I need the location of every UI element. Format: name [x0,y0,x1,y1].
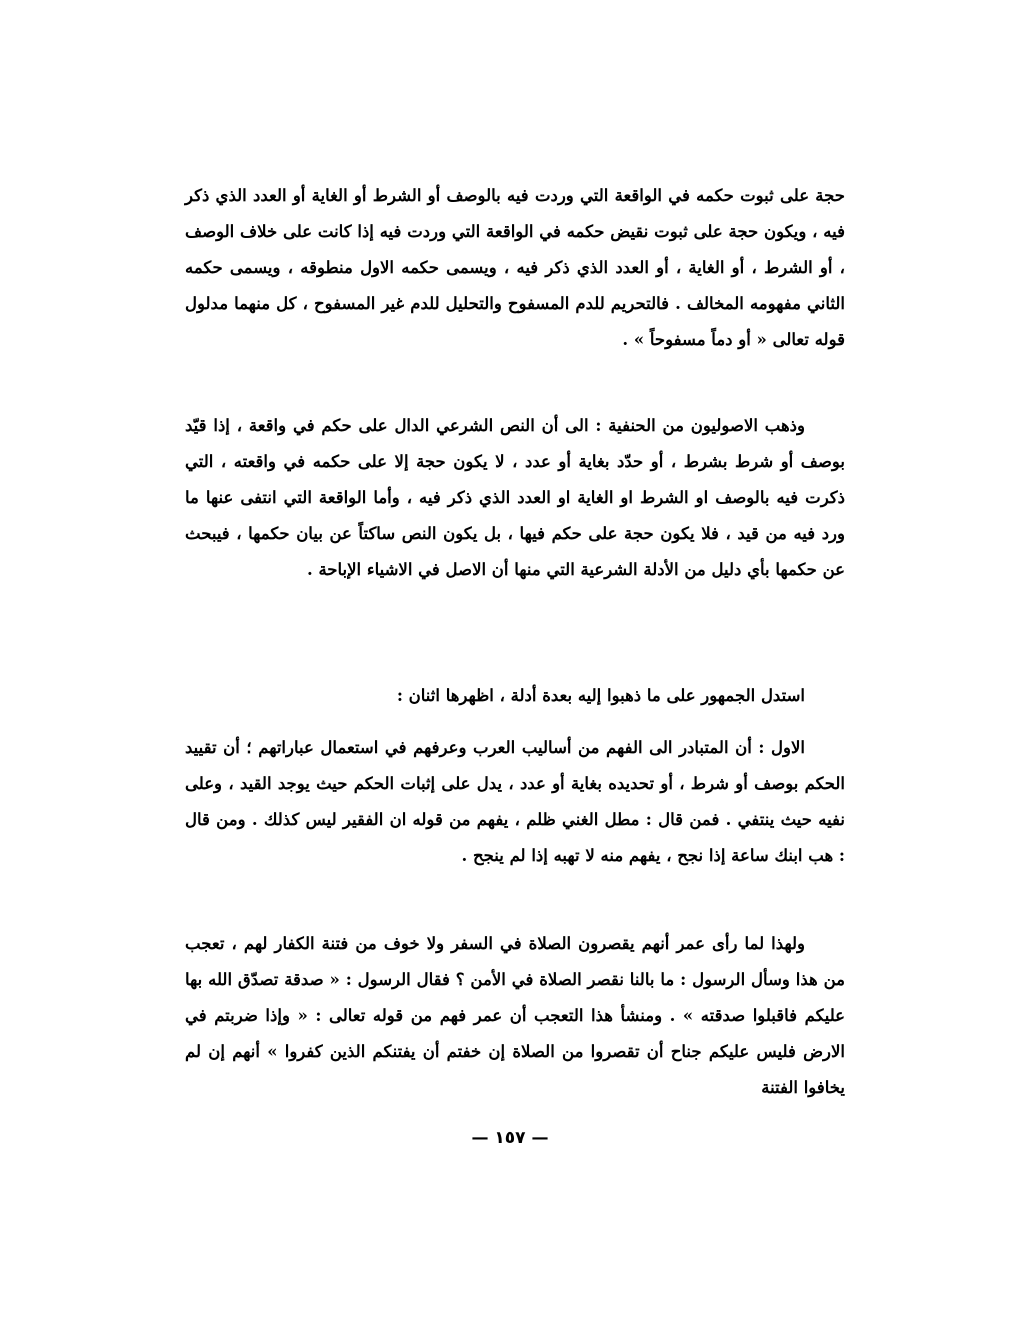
paragraph-3-text: استدل الجمهور على ما ذهبوا إليه بعدة أدلة ، اظهرها اثنان : [396,686,805,705]
paragraph-5 [185,926,845,1106]
paragraph-4-text: الاول : أن المتبادر الى الفهم من أساليب العرب وعرفهم في استعمال عباراتهم ؛ أن تقييد الحكم بوصف أو شرط ، أو تحديده بغاية أو عدد ، يدل على إثبات الحكم حيث يوجد القيد ، وعلى نفيه حيث ينتفي . فمن قال : مطل الغني ظلم ، يفهم من قوله ان الفقير ليس كذلك . ومن قال : هب ابنك ساعة إذا نجح ، يفهم منه لا تهبه إذا لم ينجح . [185,738,845,865]
page-number: — ١٥٧ — [471,1128,549,1148]
paragraph-5-text: ولهذا لما رأى عمر أنهم يقصرون الصلاة في السفر ولا خوف من فتنة الكفار لهم ، تعجب من هذا وسأل الرسول : ما بالنا نقصر الصلاة في الأمن ؟ فقال الرسول : « صدقة تصدّق الله بها عليكم فاقبلوا صدقته » . ومنشأ هذا التعجب أن عمر فهم من قوله تعالى : « وإذا ضربتم في الارض فليس عليكم جناح أن تقصروا من الصلاة إن خفتم أن يفتنكم الذين كفروا » أنهم إن لم يخافوا الفتنة [185,934,845,1097]
paragraph-2 [185,408,845,588]
paragraph-4 [185,730,845,874]
paragraph-3 [185,678,845,714]
paragraph-1-text: حجة على ثبوت حكمه في الواقعة التي وردت فيه بالوصف أو الشرط أو الغاية أو العدد الذي ذكر فيه ، ويكون حجة على ثبوت نقيض حكمه في الواقعة التي وردت فيه إذا كانت على خلاف الوصف ، أو الشرط ، أو الغاية ، أو العدد الذي ذكر فيه ، ويسمى حكمه الاول منطوقه ، ويسمى حكمه الثاني مفهومه المخالف . فالتحريم للدم المسفوح والتحليل للدم غير المسفوح ، كل منهما مدلول قوله تعالى « أو دماً مسفوحاً » . [185,186,845,349]
paragraph-2-text: وذهب الاصوليون من الحنفية : الى أن النص الشرعي الدال على حكم في واقعة ، إذا قيّد بوصف أو شرط بشرط ، أو حدّد بغاية أو عدد ، لا يكون حجة إلا على حكمه في واقعته ، التي ذكرت فيه بالوصف او الشرط او الغاية او العدد الذي ذكر فيه ، وأما الواقعة التي انتفى عنها ما ورد فيه من قيد ، فلا يكون حجة على حكم فيها ، بل يكون النص ساكتاً عن بيان حكمها ، فيبحث عن حكمها بأي دليل من الأدلة الشرعية التي منها أن الاصل في الاشياء الإباحة . [185,416,845,579]
paragraph-1 [185,178,845,358]
